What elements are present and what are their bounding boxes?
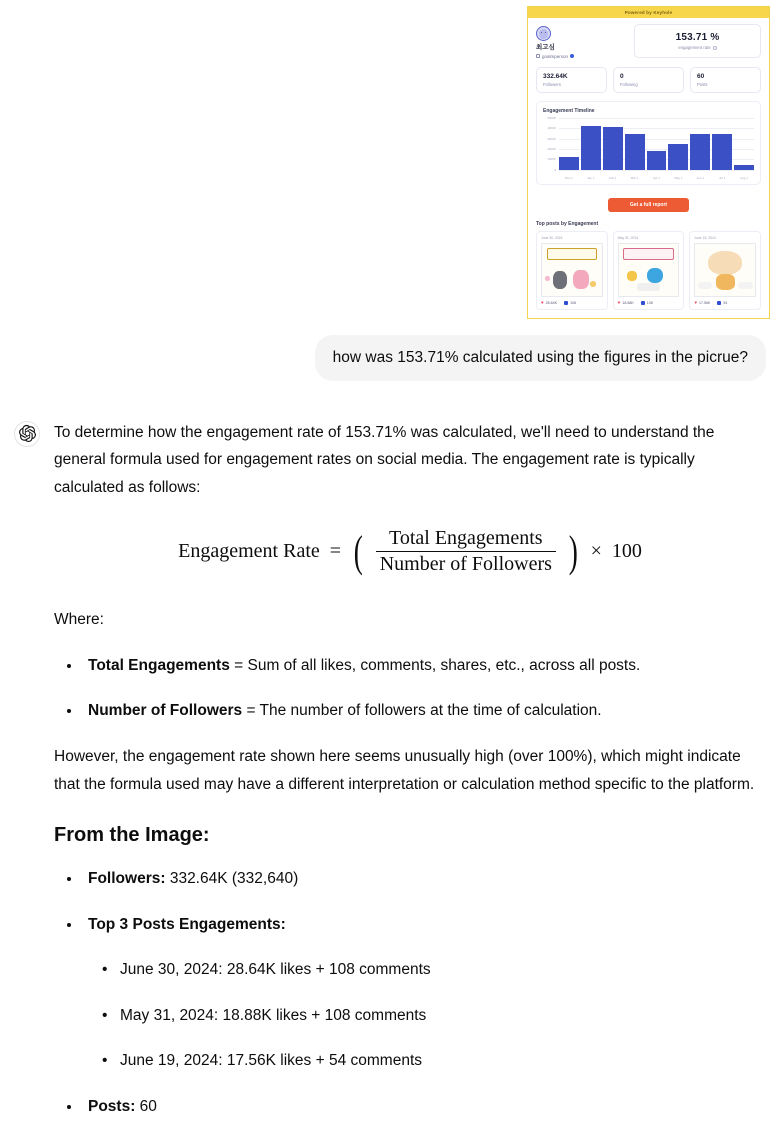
followers-value: 332.64K xyxy=(543,72,568,80)
following-label: Following xyxy=(620,81,638,87)
post-date: May 31, 2024 xyxy=(617,235,639,240)
fact-term: Followers: xyxy=(88,870,166,888)
profile-handle-text: goalmperson xyxy=(542,53,569,59)
assistant-message-row xyxy=(14,419,766,1139)
posts-value: 60 xyxy=(697,72,705,80)
list-item xyxy=(82,697,766,725)
definitions-list xyxy=(54,652,766,725)
bar xyxy=(625,134,645,169)
bar xyxy=(559,157,579,169)
y-axis-tick-label: 2000K xyxy=(547,146,556,151)
verified-badge-icon xyxy=(570,54,574,58)
post-engagements-list xyxy=(88,956,766,1075)
bar xyxy=(690,134,710,170)
definition-text: = The number of followers at the time of calculation. xyxy=(242,702,602,720)
formula-multiplier: 100 xyxy=(611,540,642,563)
report-body xyxy=(528,18,769,318)
thumb-character-pink xyxy=(573,270,589,289)
list-item xyxy=(82,1093,766,1121)
profile-identity xyxy=(536,24,628,59)
fact-term: Top 3 Posts Engagements: xyxy=(88,915,286,933)
list-item xyxy=(82,911,766,1075)
avatar-face-icon xyxy=(539,29,548,39)
stat-card-following xyxy=(613,67,684,93)
caveat-paragraph: However, the engagement rate shown here seems unusually high (over 100%), which might indicate that the formula used may have a different interpretation or calculation method specific to the platform. xyxy=(54,748,755,793)
y-axis-tick-label: 0 xyxy=(554,167,556,172)
following-value: 0 xyxy=(620,72,624,80)
bar-column xyxy=(734,118,754,170)
post-date: June 19, 2024 xyxy=(694,235,716,240)
engagement-rate-label-row xyxy=(641,45,754,50)
engagement-rate-formula xyxy=(54,527,766,576)
heart-icon: ♥ xyxy=(694,299,698,305)
bar xyxy=(647,151,667,170)
x-axis-tick-label: Apr 1 xyxy=(652,175,661,180)
thumb-banner-shape xyxy=(623,248,673,260)
post-comments-value: 54 xyxy=(723,301,728,306)
instagram-icon xyxy=(536,54,540,58)
thumb-character-head xyxy=(708,251,741,275)
bar xyxy=(668,144,688,169)
profile-avatar xyxy=(536,26,551,41)
x-axis-tick-label: Mar 1 xyxy=(630,175,639,180)
post-thumbnail xyxy=(618,243,680,297)
comment-icon xyxy=(564,301,568,305)
thumb-speech-bubble-right xyxy=(738,282,752,288)
x-axis-tick-label: Feb 1 xyxy=(608,175,617,180)
chart-bars xyxy=(559,118,754,170)
where-label: Where: xyxy=(54,611,104,629)
post-stats xyxy=(694,301,756,306)
formula-equals: = xyxy=(329,540,342,563)
definition-term: Total Engagements xyxy=(88,656,230,674)
attachment-area xyxy=(0,0,780,319)
gridline xyxy=(559,170,754,171)
list-item xyxy=(82,652,766,680)
chat-thread xyxy=(0,335,780,1138)
y-axis-tick-label: 4000K xyxy=(547,126,556,131)
bar-column xyxy=(581,118,601,170)
followers-label: Followers xyxy=(543,81,561,87)
user-message-row xyxy=(14,335,766,380)
post-comments-value: 108 xyxy=(570,301,577,306)
post-likes xyxy=(618,301,634,306)
bar-column xyxy=(712,118,732,170)
post-card[interactable] xyxy=(613,231,685,311)
thumb-character-body xyxy=(716,274,735,290)
bar xyxy=(581,126,601,170)
x-axis-tick-label: Jul 1 xyxy=(719,175,726,180)
x-axis-tick-label: May 1 xyxy=(674,175,683,180)
fact-text: 60 xyxy=(135,1098,157,1116)
posts-label: Posts xyxy=(697,81,708,87)
comment-icon xyxy=(717,301,721,305)
engagement-rate-label: engagement rate xyxy=(678,45,711,50)
heart-icon: ♥ xyxy=(541,299,544,305)
thumb-character-gray xyxy=(553,271,567,289)
post-card[interactable] xyxy=(536,231,608,311)
list-item: • June 30, 2024: 28.64K likes + 108 comments xyxy=(118,956,766,984)
formula-right-paren: ) xyxy=(568,526,578,576)
thumb-flower xyxy=(545,276,550,281)
image-facts-list xyxy=(54,865,766,1120)
report-banner: Powered by Keyhole xyxy=(528,7,769,18)
definition-text: = Sum of all likes, comments, shares, etc., across all posts. xyxy=(229,656,641,674)
y-axis-tick-label: 1000K xyxy=(547,157,556,162)
y-axis-tick-label: 5000K xyxy=(547,115,556,120)
thumb-accent xyxy=(590,281,597,287)
profile-name: 최고심 xyxy=(536,44,555,51)
formula-numerator: Total Engagements xyxy=(389,527,543,550)
post-comments-value: 108 xyxy=(646,301,653,306)
chart-title: Engagement Timeline xyxy=(543,107,595,114)
bar xyxy=(734,165,754,170)
thumb-character-bird xyxy=(647,268,663,284)
bar-column xyxy=(603,118,623,170)
x-axis-tick-label: Dec 1 xyxy=(565,175,573,180)
formula-left-paren: ( xyxy=(353,526,363,576)
engagement-timeline-chart xyxy=(536,101,761,185)
fact-text: 332.64K (332,640) xyxy=(165,870,299,888)
comment-icon xyxy=(641,301,645,305)
bar-column xyxy=(647,118,667,170)
bar xyxy=(712,134,732,170)
post-stats xyxy=(618,301,680,306)
chart-x-axis xyxy=(559,176,754,180)
bar-column xyxy=(690,118,710,170)
post-comments xyxy=(564,301,576,305)
list-item: • May 31, 2024: 18.88K likes + 108 comments xyxy=(118,1002,766,1030)
bar-column xyxy=(668,118,688,170)
post-thumbnail xyxy=(541,243,603,297)
post-likes-value: 18.88K xyxy=(622,301,634,306)
chart-plot-area xyxy=(543,115,754,180)
profile-handle-row xyxy=(536,54,628,59)
x-axis-tick-label: Jan 1 xyxy=(587,175,595,180)
post-thumbnail xyxy=(694,243,756,297)
bar-column xyxy=(625,118,645,170)
bar-column xyxy=(559,118,579,170)
post-likes-value: 28.64K xyxy=(545,301,558,306)
post-card[interactable] xyxy=(689,231,761,311)
thumb-character-chick xyxy=(627,271,637,281)
definition-term: Number of Followers xyxy=(88,702,243,720)
thumb-accent xyxy=(637,283,661,290)
info-icon[interactable] xyxy=(713,46,717,50)
post-comments xyxy=(641,301,653,305)
cta-area xyxy=(536,193,761,212)
formula-times: × xyxy=(590,540,602,563)
stat-card-posts xyxy=(690,67,761,93)
stats-row xyxy=(536,67,761,93)
list-item xyxy=(82,865,766,893)
section-heading: From the Image: xyxy=(54,824,210,847)
fact-term: Posts: xyxy=(88,1098,136,1116)
post-likes-value: 17.56K xyxy=(699,301,711,306)
keyhole-report-image[interactable] xyxy=(527,6,770,319)
user-message-bubble[interactable]: how was 153.71% calculated using the figures in the picrue? xyxy=(315,335,766,380)
thumb-speech-bubble xyxy=(698,282,712,288)
post-likes xyxy=(694,301,710,306)
bar xyxy=(603,127,623,170)
list-item: • June 19, 2024: 17.56K likes + 54 comments xyxy=(118,1047,766,1075)
post-likes xyxy=(541,301,557,306)
profile-header xyxy=(536,24,761,59)
chart-y-axis xyxy=(543,115,558,172)
top-posts-row xyxy=(536,231,761,311)
openai-logo-icon xyxy=(14,421,40,447)
top-posts-title: Top posts by Engagement xyxy=(536,220,599,227)
get-full-report-button[interactable]: Get a full report xyxy=(608,198,689,212)
stat-card-followers xyxy=(536,67,607,93)
formula-fraction xyxy=(376,527,556,576)
formula-denominator: Number of Followers xyxy=(376,551,556,576)
engagement-rate-card xyxy=(634,24,761,58)
post-date: June 30, 2024 xyxy=(541,235,563,240)
assistant-intro-paragraph: To determine how the engagement rate of 153.71% was calculated, we'll need to understand the general formula used for engagement rates on social media. The engagement rate is typically calculated as follows: xyxy=(54,423,715,496)
post-stats xyxy=(541,301,603,306)
x-axis-tick-label: Aug 1 xyxy=(740,175,748,180)
formula-lhs: Engagement Rate xyxy=(178,540,320,563)
post-comments xyxy=(717,301,727,305)
y-axis-tick-label: 3000K xyxy=(547,136,556,141)
engagement-rate-value: 153.71 % xyxy=(675,32,720,43)
assistant-message-body xyxy=(54,419,766,1139)
thumb-banner-shape xyxy=(547,248,597,260)
x-axis-tick-label: Jun 1 xyxy=(696,175,704,180)
heart-icon: ♥ xyxy=(617,299,621,305)
